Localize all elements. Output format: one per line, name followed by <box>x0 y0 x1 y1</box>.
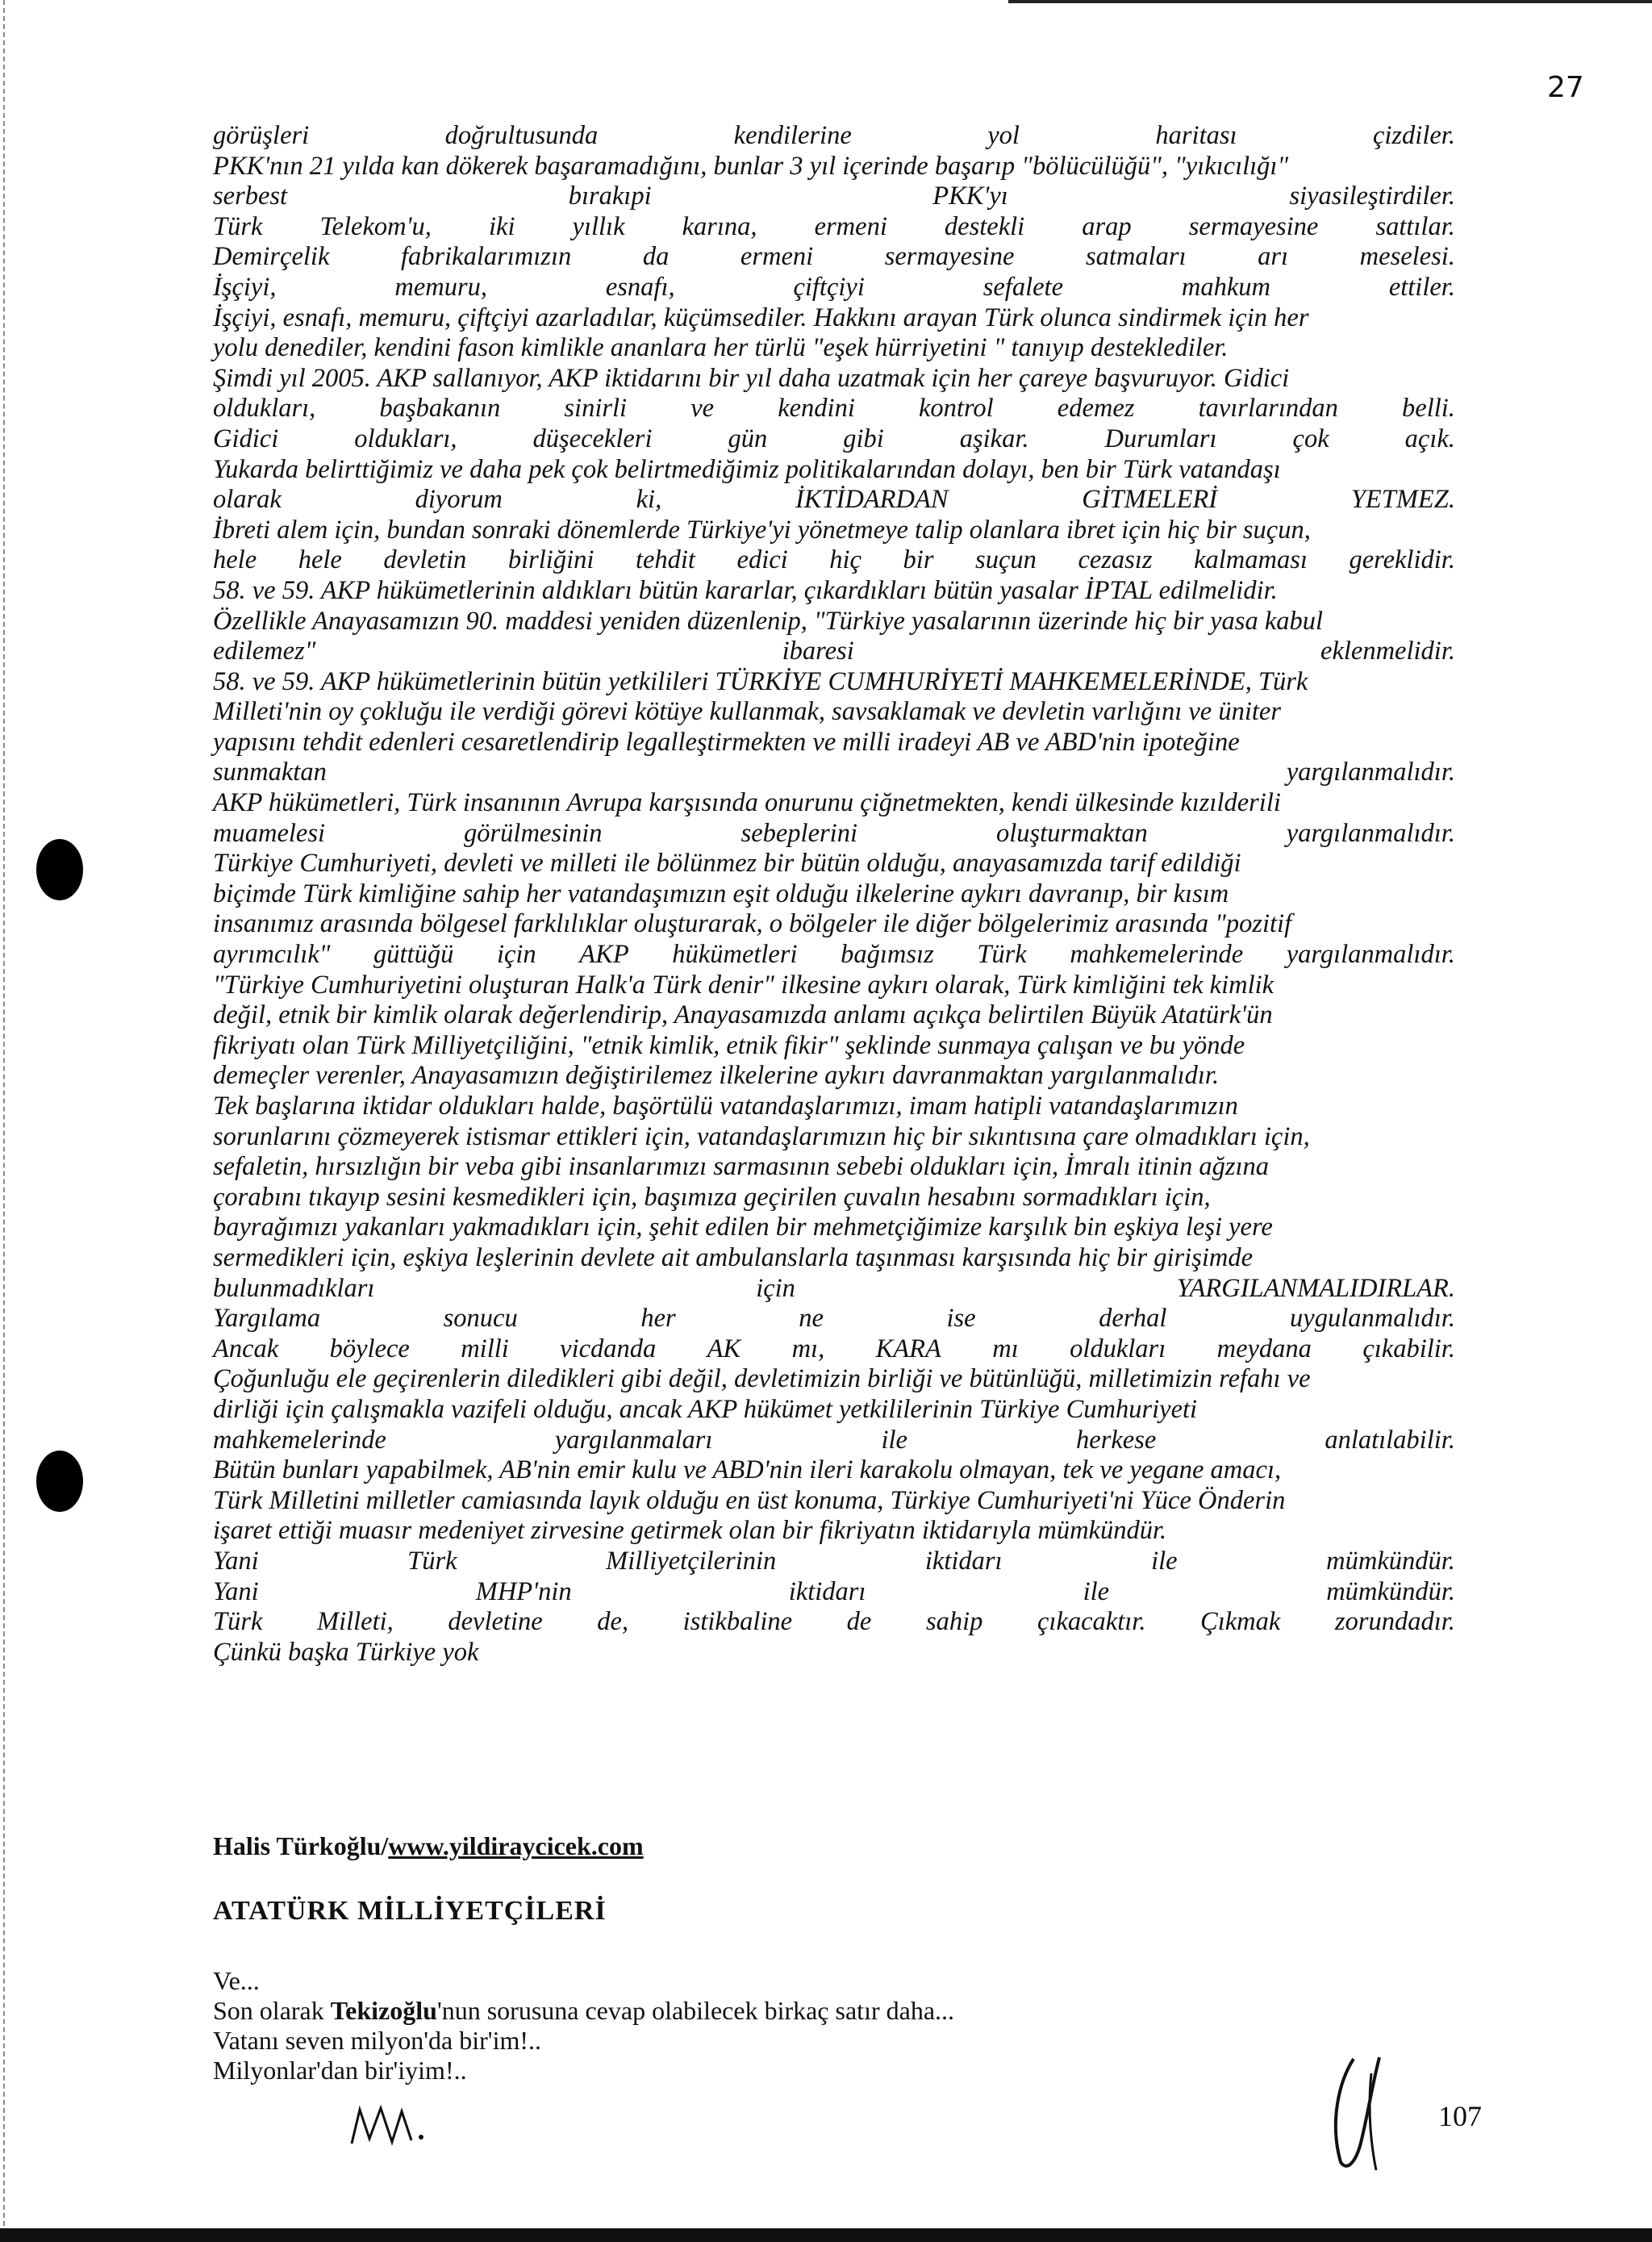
word: Türk <box>977 940 1027 970</box>
text-line <box>213 1395 1455 1426</box>
closing-line-3: Vatanı seven milyon'da bir'im!.. <box>213 2026 541 2055</box>
text-line <box>213 1183 1455 1213</box>
website-link[interactable]: www.yildiraycicek.com <box>388 1831 644 1860</box>
text-line <box>213 364 1455 395</box>
word: meselesi. <box>1359 242 1455 272</box>
scan-edge-bottom <box>0 2228 1652 2242</box>
word: 58. ve 59. AKP hükümetlerinin bütün yetkilileri TÜRKİYE CUMHURİYETİ MAHKEMELERİNDE, Türk <box>213 666 1308 696</box>
word: KARA <box>875 1334 941 1363</box>
text-line <box>213 242 1455 273</box>
word: Yani <box>213 1546 259 1576</box>
word: sefalete <box>982 272 1063 302</box>
word: AKP hükümetleri, Türk insanının Avrupa karşısında onurunu çiğnetmekten, kendi ülkesinde kızılderili <box>213 788 1281 818</box>
section-heading: ATATÜRK MİLLİYETÇİLERİ <box>213 1896 607 1926</box>
text-line <box>213 788 1455 819</box>
word: Çoğunluğu ele geçirenlerin diledikleri gibi değil, devletimizin birliği ve bütünlüğü, milletimizin refahı ve <box>213 1364 1311 1394</box>
text-line <box>213 212 1455 243</box>
word: sonucu <box>443 1304 518 1334</box>
handwritten-initials <box>347 2102 444 2150</box>
text-line <box>213 303 1455 334</box>
word: oldukları <box>1070 1334 1166 1363</box>
word: tavırlarından <box>1198 394 1338 424</box>
word: milli <box>461 1334 509 1363</box>
word: siyasileştirdiler. <box>1289 182 1455 211</box>
word: PKK'nın 21 yılda kan dökerek başaramadığını, bunlar 3 yıl içerinde başarıp "bölücülüğü", "yıkıcılığı" <box>213 151 1289 181</box>
text-line <box>213 1334 1455 1365</box>
word: sermayesine <box>884 242 1015 272</box>
word: çizdiler. <box>1372 121 1455 150</box>
word: belli. <box>1402 394 1455 424</box>
text-line <box>213 1304 1455 1334</box>
word: mı <box>992 1334 1019 1363</box>
word: işaret ettiği muasır medeniyet zirvesine getirmek olan bir fikriyatın iktidarıyla mümkündür. <box>213 1516 1167 1546</box>
word: Yani <box>213 1576 259 1606</box>
word: böylece <box>329 1334 410 1363</box>
text-line <box>213 637 1455 667</box>
word: YARGILANMALIDIRLAR. <box>1176 1273 1455 1303</box>
word: YETMEZ. <box>1350 485 1455 515</box>
text-line <box>213 849 1455 879</box>
text-line <box>213 1577 1455 1608</box>
word: olarak <box>213 485 282 515</box>
word: hiç <box>829 545 861 575</box>
punch-hole-top <box>36 839 83 900</box>
text-line <box>213 152 1455 182</box>
word: derhal <box>1099 1304 1167 1334</box>
word: da <box>642 242 670 272</box>
text-line <box>213 1031 1455 1062</box>
word: edemez <box>1057 394 1135 424</box>
word: insanımız arasında bölgesel farklılıklar oluşturarak, o bölgeler ile diğer bölgelerimiz arasında "pozitif <box>213 909 1292 939</box>
word: fabrikalarımızın <box>400 242 572 272</box>
word: arap <box>1082 211 1132 241</box>
text-line <box>213 1122 1455 1153</box>
word: MHP'nin <box>475 1576 572 1606</box>
word: yol <box>987 121 1020 150</box>
word: sebeplerini <box>740 818 857 848</box>
word: kontrol <box>918 394 994 424</box>
text-line <box>213 576 1455 607</box>
text-line <box>213 516 1455 546</box>
word: "Türkiye Cumhuriyetini oluşturan Halk'a Türk denir" ilkesine aykırı olarak, Türk kimliğini tek kimlik <box>213 970 1274 1000</box>
scan-edge-top <box>1008 0 1652 3</box>
word: kendilerine <box>733 121 852 150</box>
word: hele <box>298 545 342 575</box>
word: de, <box>597 1607 629 1637</box>
word: iktidarı <box>924 1546 1003 1576</box>
word: yolu denediler, kendini fason kimlikle ananlara her türlü "eşek hürriyetini " tanıyıp desteklediler. <box>213 333 1229 363</box>
text-line <box>213 879 1455 910</box>
scan-edge-left <box>0 0 5 2242</box>
word: sinirli <box>564 394 628 424</box>
word: istikbaline <box>682 1607 793 1637</box>
text-line <box>213 758 1455 788</box>
word: bulunmadıkları <box>213 1273 375 1303</box>
word: Milleti, <box>317 1607 394 1637</box>
word: PKK'yı <box>932 182 1008 211</box>
word: arı <box>1258 242 1289 272</box>
word: devletin <box>383 545 467 575</box>
word: diyorum <box>415 485 503 515</box>
word: ile <box>1151 1546 1178 1576</box>
word: destekli <box>944 211 1025 241</box>
word: çıkacaktır. <box>1037 1607 1146 1637</box>
word: yıllık <box>572 211 625 241</box>
author-name: Halis Türkoğlu/ <box>213 1831 389 1860</box>
handwritten-page-mark: 27 <box>1547 71 1584 104</box>
word: meydana <box>1216 1334 1312 1363</box>
text-line <box>213 182 1455 212</box>
word: aşikar. <box>959 424 1029 453</box>
word: suçun <box>975 545 1037 575</box>
word: mahkemelerinde <box>213 1425 386 1455</box>
word: karına, <box>682 211 757 241</box>
word: gereklidir. <box>1349 545 1455 575</box>
word: yargılanmaları <box>554 1425 713 1455</box>
word: sorunlarını çözmeyerek istismar ettikleri için, vatandaşlarımızın hiç bir sıkıntısına çare olmadıkları için, <box>213 1121 1310 1151</box>
word: edici <box>736 545 788 575</box>
word: Yukarda belirttiğimiz ve daha pek çok belirtmediğimiz politikalarından dolayı, ben bir Türk vatandaşı <box>213 454 1281 484</box>
word: demeçler verenler, Anayasamızın değiştirilemez ilkelerine aykırı davranmaktan yargılanmalıdır. <box>213 1061 1220 1091</box>
word: mahkemelerinde <box>1070 940 1244 970</box>
word: AK <box>707 1334 741 1363</box>
word: esnafı, <box>605 272 675 302</box>
word: mı, <box>791 1334 825 1363</box>
word: vicdanda <box>560 1334 657 1363</box>
word: Telekom'u, <box>319 211 432 241</box>
word: bağımsız <box>841 940 934 970</box>
word: mümkündür. <box>1326 1576 1455 1606</box>
word: ve <box>690 394 715 424</box>
text-line <box>213 1364 1455 1395</box>
word: Yargılama <box>213 1304 321 1334</box>
word: İbreti alem için, bundan sonraki dönemlerde Türkiye'yi yönetmeye talip olanlara ibret için hiç bir suçun, <box>213 515 1311 545</box>
word: Ancak <box>213 1334 279 1363</box>
word: iktidarı <box>788 1576 866 1606</box>
word: yapısını tehdit edenleri cesaretlendirip legalleştirmekten ve milli iradeyi AB ve ABD'nin ipoteğine <box>213 727 1240 757</box>
word: cezasız <box>1078 545 1153 575</box>
word: çok <box>1292 424 1329 453</box>
word: bırakıpi <box>568 182 652 211</box>
word: sahip <box>925 1607 983 1637</box>
word: muamelesi <box>213 818 325 848</box>
word: güttüğü <box>373 940 454 970</box>
word: yargılanmalıdır. <box>1286 818 1455 848</box>
word: tehdit <box>635 545 695 575</box>
text-line <box>213 667 1455 698</box>
text-line <box>213 1455 1455 1486</box>
word: ki, <box>636 485 662 515</box>
text-line <box>213 728 1455 758</box>
text-line <box>213 940 1455 971</box>
text-line <box>213 697 1455 728</box>
text-line <box>213 819 1455 850</box>
word: sattılar. <box>1375 211 1455 241</box>
word: mümkündür. <box>1326 1546 1455 1576</box>
word: uygulanmalıdır. <box>1290 1304 1455 1334</box>
word: ne <box>799 1304 824 1334</box>
word: oldukları, <box>213 394 316 424</box>
word: görülmesinin <box>464 818 603 848</box>
text-line <box>213 1607 1455 1638</box>
text-line <box>213 909 1455 940</box>
word: devletine <box>448 1607 543 1637</box>
text-line <box>213 394 1455 424</box>
word: AKP <box>579 940 629 970</box>
text-line <box>213 333 1455 364</box>
word: oldukları, <box>354 424 457 453</box>
word: 58. ve 59. AKP hükümetlerinin aldıkları bütün kararlar, çıkardıkları bütün yasalar İPTAL edilmelidir. <box>213 575 1278 605</box>
word: Tek başlarına iktidar oldukları halde, başörtülü vatandaşlarımızı, imam hatipli vatandaşlarımızın <box>213 1092 1238 1121</box>
word: Demirçelik <box>213 242 330 272</box>
word: haritası <box>1155 121 1237 150</box>
word: ise <box>946 1304 976 1334</box>
page-number: 107 <box>1438 2100 1482 2132</box>
word: Türk Milletini milletler camiasında layık olduğu en üst konuma, Türkiye Cumhuriyeti'ni Yüce Önderin <box>213 1485 1286 1515</box>
word: değil, etnik bir kimlik olarak değerlendirip, Anayasamızda anlamı açıkça belirtilen Büyük Atatürk'ün <box>213 1000 1273 1030</box>
closing-line-2-prefix: Son olarak <box>213 1996 331 2025</box>
body-text <box>213 121 1455 1668</box>
word: serbest <box>213 182 288 211</box>
word: sefaletin, hırsızlığın bir veba gibi insanlarımızı sarmasının sebebi oldukları için, İmralı itinin ağzına <box>213 1152 1270 1182</box>
word: bir <box>903 545 934 575</box>
word: eklenmelidir. <box>1320 637 1455 666</box>
word: İKTİDARDAN <box>795 485 949 515</box>
word: için <box>756 1273 795 1303</box>
word: gün <box>728 424 768 453</box>
text-line <box>213 455 1455 486</box>
text-line <box>213 424 1455 455</box>
word: satmaları <box>1085 242 1187 272</box>
text-line <box>213 1638 1455 1668</box>
word: ile <box>881 1425 907 1455</box>
text-line <box>213 1486 1455 1517</box>
word: çiftçiyi <box>793 272 865 302</box>
text-line <box>213 1213 1455 1243</box>
text-line <box>213 1092 1455 1122</box>
word: hükümetleri <box>672 940 798 970</box>
word: Özellikle Anayasamızın 90. maddesi yeniden düzenlenip, "Türkiye yasalarının üzerinde hiç bir yasa kabul <box>213 606 1324 636</box>
word: Bütün bunları yapabilmek, AB'nin emir kulu ve ABD'nin ileri karakolu olmayan, tek ve yegane amacı, <box>213 1455 1282 1485</box>
word: sunmaktan <box>213 758 327 787</box>
word: fikriyatı olan Türk Milliyetçiliğini, "etnik kimlik, etnik fikir" şeklinde sunmaya çalışan ve bu yönde <box>213 1030 1245 1060</box>
word: Çıkmak <box>1200 1607 1281 1637</box>
word: iki <box>488 211 515 241</box>
closing-line-2-name: Tekizoğlu <box>330 1996 437 2025</box>
text-line <box>213 273 1455 303</box>
word: anlatılabilir. <box>1325 1425 1455 1455</box>
word: Türk <box>213 1607 263 1637</box>
text-line <box>213 1000 1455 1031</box>
text-line <box>213 545 1455 576</box>
word: herkese <box>1076 1425 1157 1455</box>
word: Milliyetçilerinin <box>606 1546 777 1576</box>
text-line <box>213 607 1455 637</box>
word: birliğini <box>507 545 594 575</box>
text-line <box>213 1243 1455 1274</box>
punch-hole-bottom <box>36 1451 83 1512</box>
text-line <box>213 1547 1455 1577</box>
word: Gidici <box>213 424 279 453</box>
word: düşecekleri <box>532 424 653 453</box>
word: Durumları <box>1104 424 1217 453</box>
closing-line-1: Ve... <box>213 1966 260 1995</box>
word: açık. <box>1404 424 1455 453</box>
author-signature-line <box>213 1831 644 1861</box>
word: sermayesine <box>1188 211 1319 241</box>
word: İşçiyi, <box>213 272 277 302</box>
text-line <box>213 485 1455 516</box>
word: görüşleri <box>213 121 310 150</box>
word: ibaresi <box>782 637 854 666</box>
word: Türk <box>213 211 263 241</box>
word: sermedikleri için, eşkiya leşlerinin devlete ait ambulanslarla taşınması karşısında hiç bir girişimde <box>213 1242 1254 1272</box>
text-line <box>213 121 1455 152</box>
word: Milleti'nin oy çokluğu ile verdiği görevi kötüye kullanmak, savsaklamak ve devletin varlığını ve üniter <box>213 697 1281 727</box>
word: Çünkü başka Türkiye yok <box>213 1637 479 1667</box>
word: İşçiyi, esnafı, memuru, çiftçiyi azarladılar, küçümsediler. Hakkını arayan Türk olunca sindirmek için her <box>213 303 1309 332</box>
word: hele <box>213 545 257 575</box>
text-line <box>213 1274 1455 1305</box>
text-line <box>213 1516 1455 1547</box>
word: memuru, <box>394 272 487 302</box>
word: biçimde Türk kimliğine sahip her vatandaşımızın eşit olduğu ilkelerine aykırı davranıp, bir kısım <box>213 879 1229 908</box>
word: kendini <box>778 394 855 424</box>
word: mahkum <box>1181 272 1270 302</box>
word: yargılanmalıdır. <box>1286 940 1455 970</box>
word: GİTMELERİ <box>1082 485 1218 515</box>
word: Türk <box>407 1546 457 1576</box>
text-line <box>213 1426 1455 1456</box>
text-line <box>213 971 1455 1001</box>
word: gibi <box>843 424 884 453</box>
word: edilemez" <box>213 637 316 666</box>
word: için <box>496 940 536 970</box>
word: her <box>640 1304 676 1334</box>
word: çıkabilir. <box>1362 1334 1455 1363</box>
word: başbakanın <box>379 394 501 424</box>
word: yargılanmalıdır. <box>1286 758 1455 787</box>
handwritten-signature <box>1323 2049 1412 2178</box>
word: ettiler. <box>1388 272 1455 302</box>
word: oluşturmaktan <box>996 818 1148 848</box>
word: Türkiye Cumhuriyeti, devleti ve milleti ile bölünmez bir bütün olduğu, anayasamızda tarif edildiği <box>213 849 1241 879</box>
word: de <box>846 1607 872 1637</box>
word: dirliği için çalışmakla vazifeli olduğu, ancak AKP hükümet yetkililerinin Türkiye Cumhuriyeti <box>213 1394 1198 1424</box>
closing-line-4: Milyonlar'dan bir'iyim!.. <box>213 2056 467 2085</box>
word: ayrımcılık" <box>213 940 331 970</box>
text-line <box>213 1061 1455 1092</box>
word: bayrağımızı yakanları yakmadıkları için, şehit edilen bir mehmetçiğimize karşılık bin eşkiya leşi yere <box>213 1213 1273 1242</box>
word: zorundadır. <box>1334 1607 1455 1637</box>
closing-line-2-suffix: 'nun sorusuna cevap olabilecek birkaç satır daha... <box>436 1996 955 2025</box>
word: ermeni <box>740 242 814 272</box>
closing-line-2 <box>213 1996 954 2026</box>
word: çorabını tıkayıp sesini kesmedikleri için, başımıza geçirilen çuvalın hesabını sormadıkları için, <box>213 1182 1211 1212</box>
word: Şimdi yıl 2005. AKP sallanıyor, AKP iktidarını bir yıl daha uzatmak için her çareye başvuruyor. Gidici <box>213 363 1290 393</box>
word: ile <box>1083 1576 1110 1606</box>
word: doğrultusunda <box>444 121 599 150</box>
word: ermeni <box>814 211 887 241</box>
text-line <box>213 1152 1455 1183</box>
word: kalmaması <box>1194 545 1308 575</box>
